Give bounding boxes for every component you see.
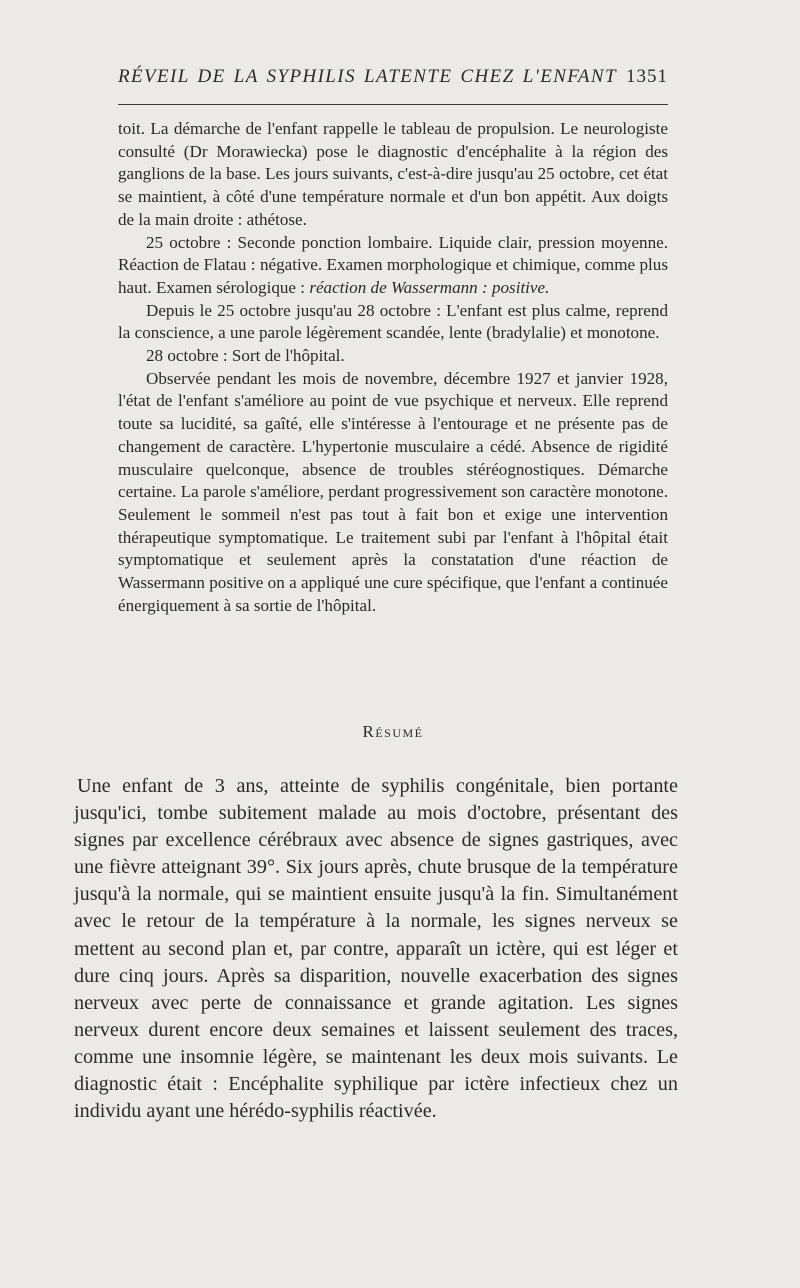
summary-paragraph: Une enfant de 3 ans, atteinte de syphilis congénitale, bien portante jusqu'ici, tombe subitement malade au mois d'octobre, présentant des signes par excellence cérébraux avec absence de signes gastriques, avec une fièvre atteignant 39°. Six jours après, chute brusque de la température jusqu'à la normale, qui se maintient ensuite jusqu'à la fin. Simultanément avec le retour de la température à la normale, les signes nerveux se mettent au second plan et, par contre, apparaît un ictère, qui est léger et dure cinq jours. Après sa disparition, nouvelle exacerbation des signes nerveux avec perte de connaissance et grande agitation. Les signes nerveux durent encore deux semaines et laissent seulement des traces, comme une insomnie légère, se maintenant les deux mois suivants. Le diagnostic était : Encéphalite syphilique par ictère infectieux chez un individu ayant une hérédo-syphilis réactivée. — [74, 775, 678, 1123]
page-header — [118, 66, 668, 96]
wassermann-result: réaction de Wassermann : positive. — [309, 277, 550, 297]
paragraph-oct-25-28: Depuis le 25 octobre jusqu'au 28 octobre : L'enfant est plus calme, reprend la conscience, a une parole légèrement scandée, lente (bradylalie) et monotone. — [118, 300, 668, 343]
summary-text-block — [74, 773, 678, 1125]
paragraph-follow-up: Observée pendant les mois de novembre, décembre 1927 et janvier 1928, l'état de l'enfant s'améliore au point de vue psychique et nerveux. Elle reprend toute sa lucidité, sa gaîté, elle s'intéresse à l'entourage et ne présente pas de changement de caractère. L'hypertonie musculaire a cédé. Absence de rigidité musculaire quelconque, absence de troubles stéréognostiques. Démarche certaine. La parole s'améliore, perdant progressivement son caractère monotone. Seulement le sommeil n'est pas tout à fait bon et exige une intervention thérapeutique symptomatique. Le traitement subi par l'enfant à l'hôpital était symptomatique et seulement après la constatation d'une réaction de Wassermann positive on a appliqué une cure spécifique, que l'enfant a continuée énergiquement à sa sortie de l'hôpital. — [118, 368, 668, 615]
page-number: 1351 — [626, 66, 668, 87]
paragraph-oct-28: 28 octobre : Sort de l'hôpital. — [146, 346, 345, 366]
paragraph-oct-25 — [118, 232, 668, 300]
summary-heading: Résumé — [362, 722, 424, 741]
case-report-text — [118, 118, 668, 617]
paragraph-oct-25-text: 25 octobre : Seconde ponction lombaire. Liquide clair, pression moyenne. Réaction de Flatau : négative. Examen morphologique et chimique, comme plus haut. Examen sérologique : — [118, 232, 668, 297]
paragraph-continuation: toit. La démarche de l'enfant rappelle le tableau de propulsion. Le neurologiste consulté (Dr Morawiecka) pose le diagnostic d'encéphalite à la région des ganglions de la base. Les jours suivants, c'est-à-dire jusqu'au 25 octobre, cet état se maintient, à côté d'une température normale et d'un bon appétit. Aux doigts de la main droite : athétose. — [118, 119, 668, 229]
header-rule — [118, 104, 668, 105]
running-title: RÉVEIL DE LA SYPHILIS LATENTE CHEZ L'ENFANT — [118, 66, 617, 87]
